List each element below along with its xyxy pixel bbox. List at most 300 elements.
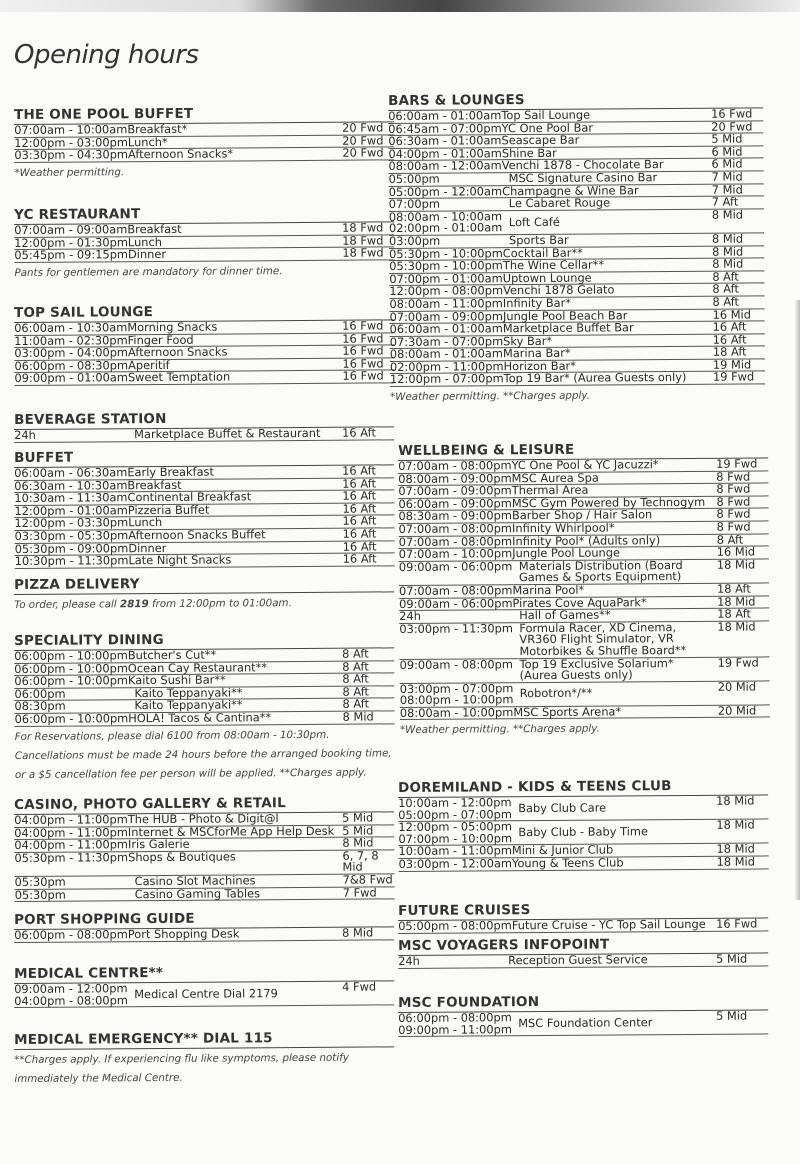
venue-name: Champagne & Wine Bar bbox=[502, 182, 639, 198]
venue-name: Horizon Bar* bbox=[503, 358, 576, 374]
time-range: 08:00am - 09:00pm bbox=[398, 470, 512, 486]
time-range: 05:30pm bbox=[14, 874, 66, 889]
section-doremiland-kids-teens-club bbox=[398, 777, 769, 871]
deck-location: 18 Aft bbox=[716, 581, 751, 596]
deck-location: 6 Mid bbox=[711, 144, 743, 159]
venue-name: Sweet Temptation bbox=[127, 369, 231, 385]
deck-location: 20 Fwd bbox=[711, 119, 753, 134]
time-range: 06:00am - 01:00am bbox=[389, 321, 503, 337]
section-title: THE ONE POOL BUFFET bbox=[14, 104, 394, 125]
section-title: CASINO, PHOTO GALLERY & RETAIL bbox=[14, 794, 394, 815]
deck-location: 5 Mid bbox=[342, 823, 374, 838]
deck-location: 16 Mid bbox=[712, 306, 751, 322]
time-range: 09:00am - 06:00pm bbox=[399, 595, 513, 611]
time-range: 08:30pm bbox=[14, 699, 66, 714]
time-range: 12:00pm - 01:00am bbox=[14, 502, 128, 518]
note-text: To order, please call bbox=[14, 598, 121, 611]
section-buffet bbox=[14, 447, 395, 568]
section-title: TOP SAIL LOUNGE bbox=[14, 302, 394, 323]
section-pizza-delivery bbox=[14, 574, 394, 615]
deck-location: 20 Fwd bbox=[342, 133, 384, 148]
time-range: 05:00pm bbox=[388, 171, 440, 186]
section-title: FUTURE CRUISES bbox=[398, 900, 768, 921]
deck-location: 20 Fwd bbox=[342, 145, 384, 160]
deck-location: 18 Mid bbox=[716, 854, 755, 869]
time-range: 09:00am - 08:00pm bbox=[399, 656, 513, 672]
venue-name: Marina Pool* bbox=[512, 582, 585, 598]
venue-name: Pizzeria Buffet bbox=[127, 502, 210, 517]
deck-location: 5 Mid bbox=[716, 951, 748, 966]
venue-name: Butcher's Cut** bbox=[127, 647, 217, 663]
deck-location: 19 Fwd bbox=[712, 369, 755, 385]
deck-location: 18 Aft bbox=[712, 344, 747, 360]
schedule-row bbox=[15, 887, 395, 902]
deck-location: 5 Mid bbox=[716, 1008, 748, 1023]
deck-location: 6 Mid bbox=[711, 156, 743, 172]
schedule-row bbox=[399, 621, 769, 659]
time-range: 05:00pm - 12:00am bbox=[388, 183, 503, 199]
deck-location: 16 Aft bbox=[342, 425, 376, 440]
venue-name: Kaito Sushi Bar** bbox=[127, 672, 226, 688]
scan-top-band bbox=[0, 0, 800, 12]
deck-location: 16 Mid bbox=[716, 544, 756, 559]
time-range: 05:30pm - 09:00pm bbox=[14, 540, 129, 556]
deck-location: 16 Aft bbox=[342, 463, 376, 478]
time-range: 07:00am - 08:00pm bbox=[398, 533, 513, 549]
venue-name: Venchi 1878 Gelato bbox=[502, 282, 615, 298]
deck-location: 16 Aft bbox=[342, 526, 377, 541]
time-range: 12:00pm - 01:30pm bbox=[14, 234, 128, 250]
time-range: 07:00am - 10:00pm bbox=[398, 546, 513, 562]
venue-name: Top 19 Exclusive Solarium* (Aurea Guests only) bbox=[519, 655, 674, 683]
venue-name: Finger Food bbox=[127, 332, 194, 347]
time-range: 06:00am - 01:00am bbox=[388, 108, 502, 123]
venue-name: Afternoon Snacks* bbox=[127, 146, 234, 162]
time-range: 04:00pm - 01:00am bbox=[388, 145, 502, 161]
venue-name: Shops & Boutiques bbox=[128, 849, 236, 864]
time-range: 06:00pm - 10:00pm bbox=[14, 673, 129, 689]
deck-location: 20 Mid bbox=[717, 679, 757, 694]
schedule-row bbox=[399, 654, 770, 684]
time-range: 03:30pm - 05:30pm bbox=[14, 528, 129, 543]
venue-name: HOLA! Tacos & Cantina** bbox=[128, 710, 272, 726]
time-range: 03:00pm - 11:30pm bbox=[399, 620, 513, 636]
venue-name: Materials Distribution (Board Games & Sports Equipment) bbox=[518, 557, 683, 585]
schedule-row bbox=[398, 918, 768, 933]
time-range: 03:00pm bbox=[388, 233, 441, 248]
deck-location: 8 Mid bbox=[712, 244, 744, 259]
venue-name: Aperitif bbox=[128, 357, 170, 372]
venue-name: Marketplace Buffet & Restaurant bbox=[134, 425, 321, 442]
section-wellbeing-leisure bbox=[398, 440, 770, 740]
venue-name: Iris Galerie bbox=[127, 836, 190, 852]
deck-location: 7 Mid bbox=[711, 169, 743, 184]
schedule-row bbox=[398, 953, 768, 968]
venue-name: Breakfast* bbox=[127, 121, 188, 137]
time-range: 12:00pm - 05:00pm 07:00pm - 10:00pm bbox=[398, 819, 513, 846]
deck-location: 8 Aft bbox=[716, 532, 744, 547]
deck-location: 16 Aft bbox=[342, 476, 377, 491]
time-range: 05:00pm - 08:00pm bbox=[398, 918, 512, 933]
time-range: 06:00am - 10:30am bbox=[14, 320, 128, 335]
venue-name: Uptown Lounge bbox=[502, 270, 592, 285]
time-range: 04:00pm - 11:00pm bbox=[14, 812, 128, 827]
section-title: BEVERAGE STATION bbox=[14, 409, 394, 430]
deck-location: 8 Mid bbox=[711, 207, 743, 222]
deck-location: 7 Mid bbox=[711, 182, 743, 197]
time-range: 07:00am - 10:00am bbox=[14, 122, 128, 137]
venue-name: The Wine Cellar** bbox=[502, 257, 605, 273]
deck-location: 16 Aft bbox=[712, 332, 747, 347]
deck-location: 16 Aft bbox=[342, 488, 377, 503]
section-msc-voyagers-infopoint bbox=[398, 935, 768, 968]
time-range: 09:00am - 06:00pm bbox=[398, 558, 513, 574]
section-future-cruises bbox=[398, 900, 768, 933]
time-range: 06:00pm - 08:00pm 09:00pm - 11:00pm bbox=[398, 1010, 512, 1037]
venue-name: Kaito Teppanyaki** bbox=[134, 697, 243, 713]
deck-location: 8 Aft bbox=[342, 684, 369, 699]
time-range: 06:00pm - 08:30pm bbox=[14, 357, 129, 373]
deck-location: 18 Aft bbox=[717, 606, 752, 621]
deck-location: 18 Fwd bbox=[342, 245, 384, 260]
time-range: 06:00pm bbox=[14, 686, 66, 701]
time-range: 05:30pm - 10:00pm bbox=[389, 245, 503, 261]
section-title: MSC VOYAGERS INFOPOINT bbox=[398, 935, 768, 956]
time-range: 05:30pm bbox=[14, 887, 66, 902]
venue-name: Early Breakfast bbox=[127, 464, 214, 480]
time-range: 07:00am - 08:00pm bbox=[398, 458, 512, 473]
section-bars-lounges bbox=[388, 90, 765, 407]
deck-location: 7&8 Fwd bbox=[342, 872, 393, 887]
venue-name: MSC Foundation Center bbox=[518, 1015, 653, 1030]
section-title: WELLBEING & LEISURE bbox=[398, 440, 768, 461]
venue-name: Infinity Pool* (Adults only) bbox=[512, 532, 661, 548]
note-text: from 12:00pm to 01:00am. bbox=[148, 597, 292, 611]
time-range: 03:00pm - 04:00pm bbox=[14, 345, 129, 361]
time-range: 10:30pm - 11:30pm bbox=[14, 553, 129, 569]
section-title: MSC FOUNDATION bbox=[398, 992, 768, 1013]
deck-location: 6, 7, 8 Mid bbox=[342, 848, 379, 875]
deck-location: 16 Fwd bbox=[342, 318, 384, 333]
time-range: 07:00am - 09:00pm bbox=[398, 483, 512, 499]
section-note bbox=[14, 593, 394, 615]
scan-edge-shadow bbox=[794, 300, 800, 900]
venue-name: Thermal Area bbox=[511, 482, 589, 498]
time-range: 07:00am - 08:00pm bbox=[398, 521, 513, 536]
deck-location: 16 Fwd bbox=[711, 106, 753, 121]
deck-location: 8 Fwd bbox=[716, 469, 751, 484]
section-port-shopping-guide bbox=[14, 909, 394, 942]
venue-name: Formula Racer, XD Cinema, VR360 Flight Simulator, VR Motorbikes & Shuffle Board** bbox=[519, 619, 687, 659]
time-range: 08:00am - 10:00am 02:00pm - 01:00am bbox=[388, 208, 503, 236]
venue-name: Shine Bar bbox=[501, 145, 557, 160]
deck-location: 5 Mid bbox=[711, 131, 743, 146]
deck-location: 16 Aft bbox=[342, 551, 377, 566]
time-range: 12:00pm - 08:00pm bbox=[389, 283, 504, 299]
time-range: 07:00am - 09:00am bbox=[14, 222, 128, 237]
venue-name: Le Cabaret Rouge bbox=[508, 195, 611, 211]
section-note: *Weather permitting. bbox=[14, 166, 125, 179]
deck-location: 16 Aft bbox=[342, 501, 377, 516]
deck-location: 18 Mid bbox=[716, 817, 755, 832]
time-range: 03:30pm - 04:30pm bbox=[14, 147, 129, 163]
venue-name: Lunch bbox=[127, 234, 163, 249]
venue-name: Infinity Bar* bbox=[502, 295, 572, 311]
venue-name: Casino Slot Machines bbox=[134, 873, 256, 889]
time-range: 24h bbox=[399, 608, 421, 624]
time-range: 06:00pm - 08:00pm bbox=[14, 927, 128, 942]
deck-location: 18 Mid bbox=[717, 619, 756, 634]
time-range: 06:00am - 06:30am bbox=[14, 465, 128, 480]
deck-location: 18 Mid bbox=[716, 841, 755, 857]
deck-location: 19 Mid bbox=[712, 357, 752, 372]
time-range: 03:00pm - 07:00pm 08:00pm - 10:00pm bbox=[399, 680, 514, 708]
time-range: 11:00am - 02:30pm bbox=[14, 332, 128, 348]
deck-location: 18 Mid bbox=[717, 594, 756, 609]
venue-name: Baby Club - Baby Time bbox=[518, 824, 648, 840]
venue-name: Sky Bar* bbox=[503, 333, 553, 348]
time-range: 05:30pm - 11:30pm bbox=[14, 849, 129, 865]
venue-name: The HUB - Photo & Digit@l bbox=[127, 811, 279, 827]
section-title: BUFFET bbox=[14, 447, 394, 468]
time-range: 06:30am - 10:30am bbox=[14, 477, 128, 493]
deck-location: 16 Fwd bbox=[342, 331, 384, 346]
schedule-row bbox=[389, 209, 764, 236]
venue-name: Seascape Bar bbox=[501, 132, 580, 148]
section-beverage-station bbox=[14, 409, 394, 442]
schedule-row bbox=[399, 856, 769, 871]
section-title: YC RESTAURANT bbox=[14, 204, 394, 225]
deck-location: 8 Fwd bbox=[716, 506, 751, 522]
section-title: MEDICAL CENTRE** bbox=[14, 963, 394, 984]
venue-name: Marketplace Buffet Bar bbox=[502, 320, 634, 336]
section-title: PORT SHOPPING GUIDE bbox=[14, 909, 394, 930]
schedule-row bbox=[14, 145, 394, 163]
venue-name: Afternoon Snacks Buffet bbox=[128, 527, 266, 543]
venue-name: Hall of Games** bbox=[519, 607, 611, 623]
deck-location: 8 Mid bbox=[711, 231, 744, 246]
time-range: 24h bbox=[398, 953, 420, 968]
section-note: *Weather permitting. **Charges apply. bbox=[390, 389, 590, 404]
venue-name: Internet & MSCforMe App Help Desk bbox=[127, 823, 335, 839]
deck-location: 16 Fwd bbox=[342, 356, 384, 371]
venue-name: Young & Teens Club bbox=[511, 855, 624, 871]
deck-location: 8 Aft bbox=[712, 281, 739, 297]
venue-name: Jungle Pool Lounge bbox=[512, 545, 621, 561]
schedule-row bbox=[14, 981, 394, 1008]
venue-name: Lunch bbox=[128, 515, 163, 530]
schedule-row bbox=[14, 551, 395, 569]
deck-location: 8 Fwd bbox=[716, 494, 751, 509]
venue-name: Reception Guest Service bbox=[508, 952, 648, 968]
venue-name: Late Night Snacks bbox=[128, 552, 232, 568]
schedule-row bbox=[398, 795, 768, 822]
time-range: 09:00am - 12:00pm 04:00pm - 08:00pm bbox=[14, 981, 128, 1008]
venue-name: Barber Shop / Hair Salon bbox=[511, 507, 653, 523]
deck-location: 8 Aft bbox=[342, 646, 369, 661]
section-title: SPECIALITY DINING bbox=[14, 630, 394, 651]
venue-name: Breakfast bbox=[127, 221, 182, 237]
section-note: Pants for gentlemen are mandatory for dinner time. bbox=[14, 264, 283, 279]
venue-name: MSC Aurea Spa bbox=[511, 470, 599, 485]
venue-name: Medical Centre Dial 2179 bbox=[134, 985, 278, 1001]
venue-name: Casino Gaming Tables bbox=[134, 885, 261, 901]
time-range: 06:00pm - 10:00pm bbox=[14, 660, 128, 676]
deck-location: 16 Fwd bbox=[342, 343, 384, 358]
venue-name: MSC Signature Casino Bar bbox=[508, 170, 658, 186]
deck-location: 8 Aft bbox=[342, 696, 370, 712]
deck-location: 16 Fwd bbox=[342, 368, 384, 384]
venue-name: Baby Club Care bbox=[518, 800, 607, 815]
time-range: 07:00pm bbox=[388, 196, 440, 212]
schedule-row bbox=[389, 369, 765, 387]
deck-location: 4 Fwd bbox=[342, 979, 377, 994]
venue-name: Future Cruise - YC Top Sail Lounge bbox=[511, 916, 706, 933]
section-title: PIZZA DELIVERY bbox=[14, 574, 394, 595]
section-title: BARS & LOUNGES bbox=[388, 90, 763, 111]
time-range: 10:30am - 11:30am bbox=[14, 490, 128, 506]
venue-name: Top 19 Bar* (Aurea Guests only) bbox=[503, 370, 687, 386]
schedule-row bbox=[15, 711, 395, 726]
time-range: 12:00pm - 03:00pm bbox=[14, 134, 128, 150]
section-medical-emergency-dial-115 bbox=[14, 1029, 394, 1089]
time-range: 07:30am - 07:00pm bbox=[389, 333, 504, 349]
deck-location: 8 Aft bbox=[342, 671, 369, 686]
time-range: 09:00pm - 01:00am bbox=[14, 370, 128, 386]
deck-location: 18 Fwd bbox=[342, 220, 384, 235]
time-range: 08:30am - 09:00pm bbox=[398, 508, 512, 524]
schedule-row bbox=[14, 368, 394, 386]
deck-location: 8 Aft bbox=[712, 294, 740, 309]
phone-number: 2819 bbox=[119, 598, 149, 611]
venue-name: YC One Pool & YC Jacuzzi* bbox=[511, 457, 659, 473]
venue-name: Sports Bar bbox=[508, 232, 569, 248]
venue-name: Ocean Cay Restaurant** bbox=[127, 659, 268, 675]
deck-location: 8 Fwd bbox=[716, 519, 751, 534]
time-range: 03:00pm - 12:00am bbox=[398, 856, 513, 871]
venue-name: YC One Pool Bar bbox=[501, 120, 594, 135]
section-medical-centre bbox=[14, 963, 394, 1008]
deck-location: 8 Aft bbox=[342, 659, 369, 674]
venue-name: Dinner bbox=[127, 247, 167, 262]
deck-location: 18 Fwd bbox=[342, 233, 384, 248]
venue-name: Robotron*/** bbox=[519, 686, 593, 701]
section-top-sail-lounge bbox=[14, 302, 395, 386]
time-range: 04:00pm - 11:00pm bbox=[14, 824, 128, 840]
deck-location: 8 Mid bbox=[712, 256, 744, 271]
section-the-one-pool-buffet bbox=[14, 104, 395, 182]
section-note: For Reservations, please dial 6100 from 08:00am - 10:30pm. Cancellations must be made 24 hours before the arranged booking time, or a $5 cancellation fee per person will be applied. **Charges apply. bbox=[14, 728, 392, 781]
time-range: 06:00pm - 10:00pm bbox=[14, 711, 129, 726]
time-range: 02:00pm - 11:00pm bbox=[389, 359, 504, 374]
deck-location: 20 Mid bbox=[717, 703, 757, 718]
section-title: MEDICAL EMERGENCY** DIAL 115 bbox=[14, 1029, 394, 1050]
schedule-row bbox=[14, 927, 394, 942]
time-range: 12:00pm - 07:00pm bbox=[389, 371, 504, 387]
deck-location: 16 Fwd bbox=[716, 916, 758, 931]
section-yc-restaurant bbox=[14, 204, 395, 282]
venue-name: Marina Bar* bbox=[502, 346, 571, 361]
venue-name: Lunch* bbox=[127, 134, 168, 149]
time-range: 06:00pm - 10:00pm bbox=[14, 648, 128, 663]
deck-location: 18 Mid bbox=[716, 557, 756, 572]
time-range: 10:00am - 12:00pm 05:00pm - 07:00pm bbox=[398, 795, 512, 822]
time-range: 08:00am - 01:00am bbox=[389, 346, 504, 362]
time-range: 07:00am - 09:00pm bbox=[389, 308, 504, 324]
deck-location: 16 Aft bbox=[342, 539, 377, 554]
time-range: 08:00am - 12:00am bbox=[388, 158, 502, 174]
venue-name: Afternoon Snacks bbox=[127, 344, 228, 360]
deck-location: 16 Aft bbox=[342, 513, 377, 529]
time-range: 06:45am - 07:00pm bbox=[388, 120, 502, 136]
venue-name: Top Sail Lounge bbox=[501, 107, 591, 123]
deck-location: 8 Mid bbox=[342, 709, 374, 724]
venue-name: MSC Gym Powered by Technogym bbox=[511, 494, 706, 510]
venue-name: Infinity Whirlpool* bbox=[511, 520, 615, 536]
deck-location: 8 Fwd bbox=[716, 481, 751, 496]
deck-location: 16 Aft bbox=[712, 319, 747, 334]
time-range: 07:00am - 08:00pm bbox=[398, 583, 513, 598]
time-range: 04:00pm - 11:00pm bbox=[14, 837, 129, 853]
time-range: 05:45pm - 09:15pm bbox=[14, 247, 129, 263]
venue-name: Kaito Teppanyaki** bbox=[134, 685, 243, 700]
section-note: **Charges apply. If experiencing flu like symptoms, please notify immediately the Medical Centre. bbox=[14, 1051, 349, 1085]
time-range: 24h bbox=[14, 427, 36, 442]
deck-location: 18 Mid bbox=[716, 793, 755, 808]
deck-location: 19 Fwd bbox=[717, 654, 759, 670]
schedule-row bbox=[14, 245, 394, 263]
venue-name: Port Shopping Desk bbox=[127, 926, 240, 942]
time-range: 06:30am - 01:00am bbox=[388, 133, 502, 149]
time-range: 05:30pm - 10:00pm bbox=[389, 258, 503, 274]
venue-name: Cocktail Bar** bbox=[502, 245, 583, 260]
page-title: Opening hours bbox=[14, 40, 199, 70]
venue-name: Morning Snacks bbox=[127, 319, 218, 335]
section-msc-foundation bbox=[398, 992, 768, 1037]
time-range: 06:00am - 09:00pm bbox=[398, 495, 512, 511]
deck-location: 7 Aft bbox=[711, 194, 739, 209]
time-range: 10:00am - 11:00pm bbox=[398, 843, 512, 859]
deck-location: 5 Mid bbox=[342, 810, 374, 825]
section-speciality-dining bbox=[14, 630, 395, 784]
venue-name: Mini & Junior Club bbox=[511, 842, 614, 858]
venue-name: Continental Breakfast bbox=[127, 489, 252, 505]
schedule-row bbox=[14, 427, 394, 442]
section-title: DOREMILAND - KIDS & TEENS CLUB bbox=[398, 777, 768, 798]
time-range: 07:00pm - 01:00am bbox=[389, 270, 503, 286]
time-range: 08:00am - 10:00pm bbox=[399, 705, 514, 720]
venue-name: Dinner bbox=[128, 540, 167, 555]
venue-name: MSC Sports Arena* bbox=[513, 704, 622, 720]
venue-name: Jungle Pool Beach Bar bbox=[502, 307, 628, 323]
deck-location: 19 Fwd bbox=[716, 456, 758, 471]
venue-name: Pirates Cove AquaPark* bbox=[512, 594, 647, 610]
deck-location: 8 Mid bbox=[342, 925, 374, 940]
venue-name: Breakfast bbox=[127, 477, 182, 492]
time-range: 08:00am - 11:00pm bbox=[389, 296, 503, 311]
venue-name: Venchi 1878 - Chocolate Bar bbox=[501, 157, 664, 173]
section-note: *Weather permitting. **Charges apply. bbox=[399, 723, 600, 737]
deck-location: 7 Fwd bbox=[342, 885, 377, 900]
deck-location: 20 Fwd bbox=[342, 120, 384, 135]
schedule-row bbox=[398, 1010, 768, 1037]
venue-name: Loft Café bbox=[508, 214, 560, 229]
time-range: 12:00pm - 03:30pm bbox=[14, 515, 129, 531]
section-casino-photo-gallery-retail bbox=[14, 794, 395, 902]
deck-location: 8 Aft bbox=[712, 269, 739, 284]
schedule-row bbox=[400, 705, 770, 720]
deck-location: 8 Mid bbox=[342, 835, 374, 850]
